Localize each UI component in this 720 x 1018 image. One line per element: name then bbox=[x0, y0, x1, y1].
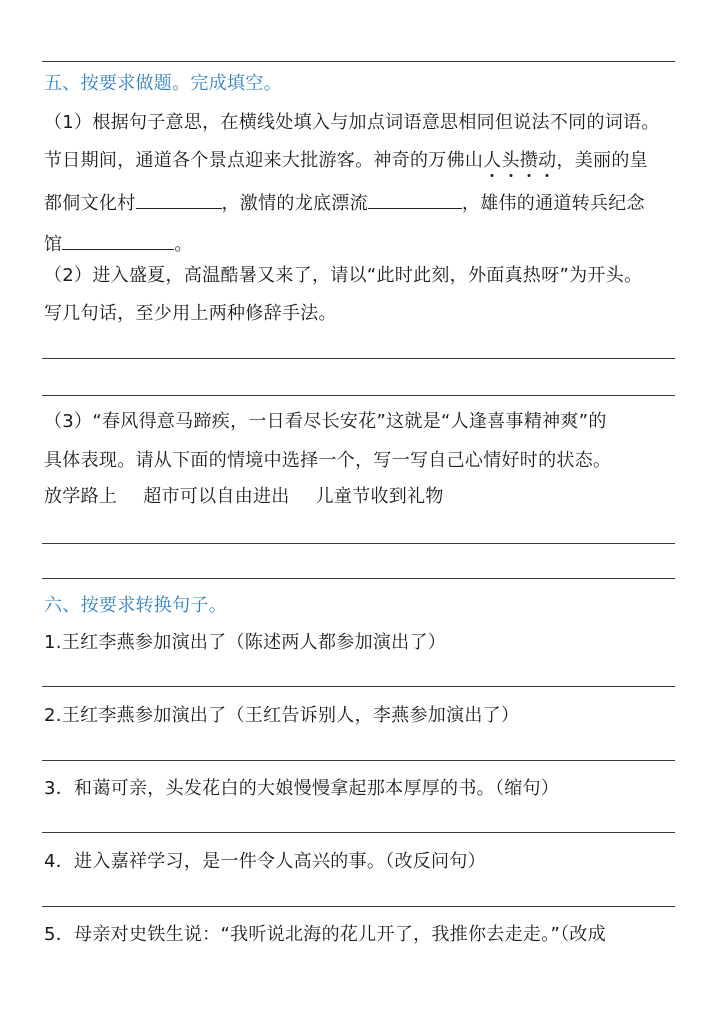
dotted-char: 攒 bbox=[519, 150, 539, 171]
answer-line[interactable] bbox=[42, 832, 675, 833]
section6-heading: 六、按要求转换句子。 bbox=[44, 595, 227, 616]
answer-line[interactable] bbox=[42, 543, 675, 544]
q1-text-part: 馆 bbox=[44, 234, 63, 255]
answer-line[interactable] bbox=[42, 395, 675, 396]
fill-blank-1[interactable] bbox=[136, 190, 222, 209]
answer-line[interactable] bbox=[42, 358, 675, 359]
q1-sentence-line-3 bbox=[44, 231, 193, 257]
q1-text-part: 节日期间，通道各个景点迎来大批游客。神奇的万佛山 bbox=[44, 150, 484, 171]
s6-item-1: 1.王红李燕参加演出了（陈述两人都参加演出了） bbox=[44, 632, 447, 653]
s6-item-3: 3．和蔼可亲，头发花白的大娘慢慢拿起那本厚厚的书。（缩句） bbox=[44, 778, 560, 799]
q3-option: 儿童节收到礼物 bbox=[315, 486, 444, 507]
section5-heading: 五、按要求做题。完成填空。 bbox=[44, 73, 282, 94]
q1-text-part: ，激情的龙底漂流 bbox=[221, 193, 368, 214]
top-rule bbox=[42, 61, 675, 62]
s6-item-2: 2.王红李燕参加演出了（王红告诉别人，李燕参加演出了） bbox=[44, 705, 520, 726]
q3-line-1: （3）“春风得意马蹄疾，一日看尽长安花”这就是“人逢喜事精神爽”的 bbox=[44, 411, 607, 432]
answer-line[interactable] bbox=[42, 686, 675, 687]
q3-line-2: 具体表现。请从下面的情境中选择一个，写一写自己心情好时的状态。 bbox=[44, 450, 612, 471]
s6-item-5: 5．母亲对史铁生说：“我听说北海的花儿开了，我推你去走走。”（改成 bbox=[44, 924, 606, 945]
answer-line[interactable] bbox=[42, 578, 675, 579]
q3-option: 超市可以自由进出 bbox=[143, 486, 290, 507]
q1-text-part: ，雄伟的通道转兵纪念 bbox=[461, 193, 645, 214]
q1-text-part: ，美丽的皇 bbox=[556, 150, 648, 171]
q1-text-part: 。 bbox=[174, 234, 193, 255]
dotted-char: 头 bbox=[501, 150, 520, 171]
fill-blank-3[interactable] bbox=[62, 231, 174, 250]
q1-instruction: （1）根据句子意思，在横线处填入与加点词语意思相同但说法不同的词语。 bbox=[44, 112, 660, 133]
q2-line-2: 写几句话，至少用上两种修辞手法。 bbox=[44, 303, 337, 324]
answer-line[interactable] bbox=[42, 906, 675, 907]
answer-line[interactable] bbox=[42, 760, 675, 761]
q3-option: 放学路上 bbox=[44, 486, 118, 507]
q1-sentence-line-2 bbox=[44, 190, 645, 216]
q1-text-part: 都侗文化村 bbox=[44, 193, 136, 214]
q1-sentence-line-1 bbox=[44, 149, 648, 173]
s6-item-4: 4．进入嘉祥学习，是一件令人高兴的事。（改反问句） bbox=[44, 851, 486, 872]
fill-blank-2[interactable] bbox=[368, 190, 462, 209]
q2-line-1: （2）进入盛夏，高温酷暑又来了，请以“此时此刻，外面真热呀”为开头。 bbox=[44, 265, 643, 286]
q3-options bbox=[44, 485, 444, 509]
dotted-char: 动 bbox=[538, 150, 557, 171]
dotted-char: 人 bbox=[483, 150, 502, 171]
